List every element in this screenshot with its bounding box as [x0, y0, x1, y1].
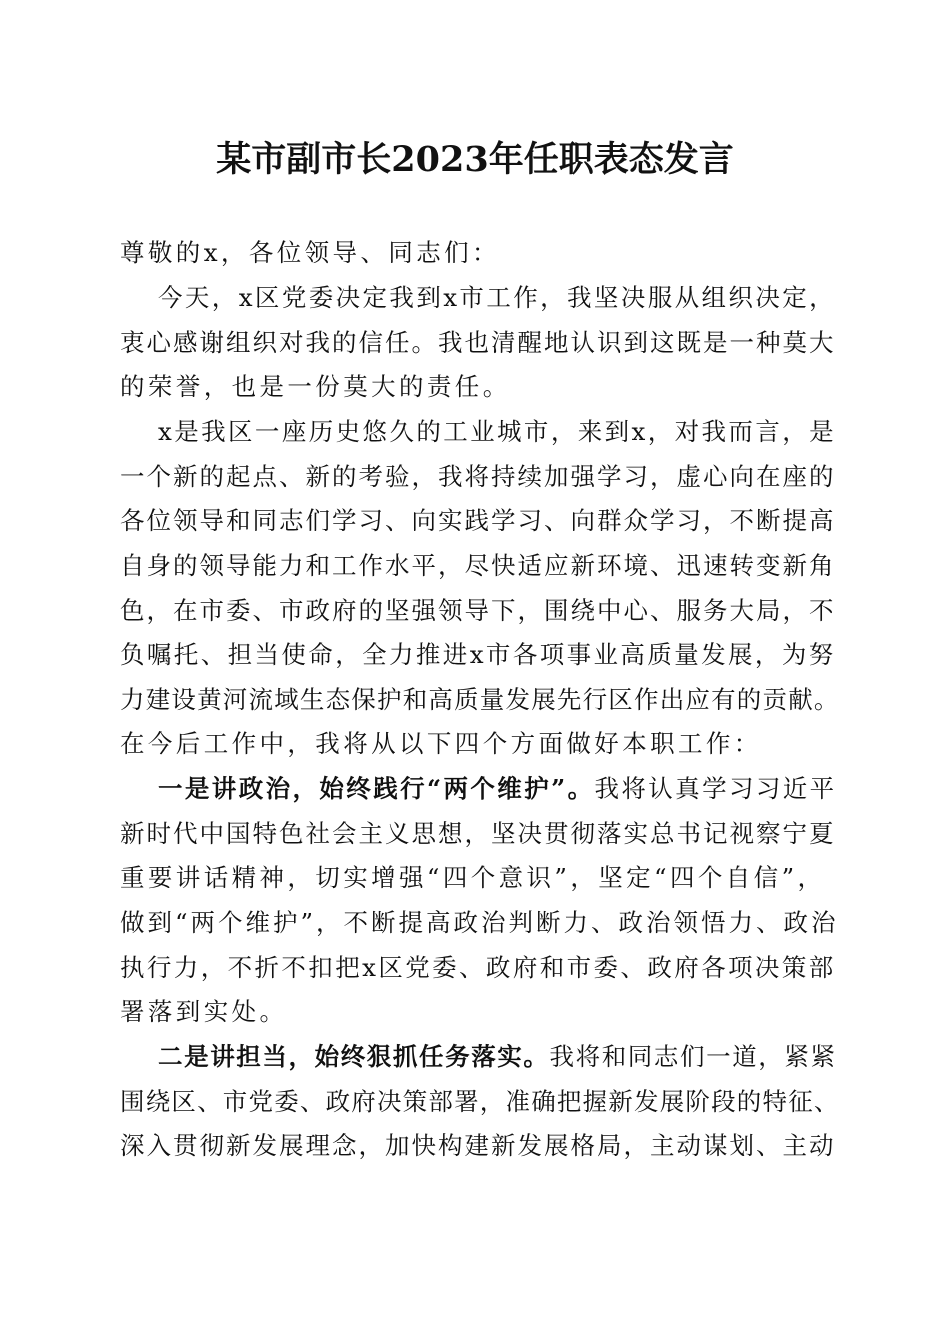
- paragraph-line: 做到“两个维护”，不断提高政治判断力、政治领悟力、政治: [120, 908, 839, 937]
- paragraph-line: 力建设黄河流域生态保护和高质量发展先行区作出应有的贡献。: [120, 685, 840, 714]
- document-title: 某市副市长2023年任职表态发言: [216, 139, 734, 180]
- paragraph-line: 重要讲话精神，切实增强“四个意识”，坚定“四个自信”，: [120, 863, 826, 892]
- paragraph-line: 深入贯彻新发展理念，加快构建新发展格局，主动谋划、主动: [120, 1131, 836, 1160]
- paragraph-line: [158, 771, 840, 807]
- section-heading-first: 一是讲政治，始终践行“两个维护”。: [158, 774, 595, 803]
- paragraph-line: 新时代中国特色社会主义思想，坚决贯彻落实总书记视察宁夏: [120, 819, 836, 848]
- paragraph-line: 色，在市委、市政府的坚强领导下，围绕中心、服务大局，不: [120, 596, 836, 625]
- salutation: 尊敬的x，各位领导、同志们：: [120, 238, 500, 267]
- paragraph-line: 围绕区、市党委、政府决策部署，准确把握新发展阶段的特征、: [120, 1087, 840, 1116]
- paragraph-line: 署落到实处。: [120, 997, 288, 1026]
- paragraph-text: 我将认真学习习近平: [594, 774, 837, 803]
- paragraph-line: x是我区一座历史悠久的工业城市，来到x，对我而言，是: [158, 417, 837, 446]
- paragraph-line: 在今后工作中，我将从以下四个方面做好本职工作：: [120, 729, 762, 758]
- paragraph-line: 的荣誉，也是一份莫大的责任。: [120, 372, 511, 401]
- section-heading-second: 二是讲担当，始终狠抓任务落实。: [158, 1042, 550, 1071]
- paragraph-line: 今天，x区党委决定我到x市工作，我坚决服从组织决定，: [158, 283, 837, 312]
- paragraph-line: 自身的领导能力和工作水平，尽快适应新环境、迅速转变新角: [120, 551, 836, 580]
- paragraph-line: 执行力，不折不扣把x区党委、政府和市委、政府各项决策部: [120, 953, 836, 982]
- paragraph-line: 一个新的起点、新的考验，我将持续加强学习，虚心向在座的: [120, 462, 836, 491]
- paragraph-line: 负嘱托、担当使命，全力推进x市各项事业高质量发展，为努: [120, 640, 836, 669]
- paragraph-line: 各位领导和同志们学习、向实践学习、向群众学习，不断提高: [120, 506, 836, 535]
- paragraph-text: 我将和同志们一道，紧紧: [549, 1042, 837, 1071]
- paragraph-line: 衷心感谢组织对我的信任。我也清醒地认识到这既是一种莫大: [120, 328, 836, 357]
- paragraph-line: [158, 1039, 840, 1075]
